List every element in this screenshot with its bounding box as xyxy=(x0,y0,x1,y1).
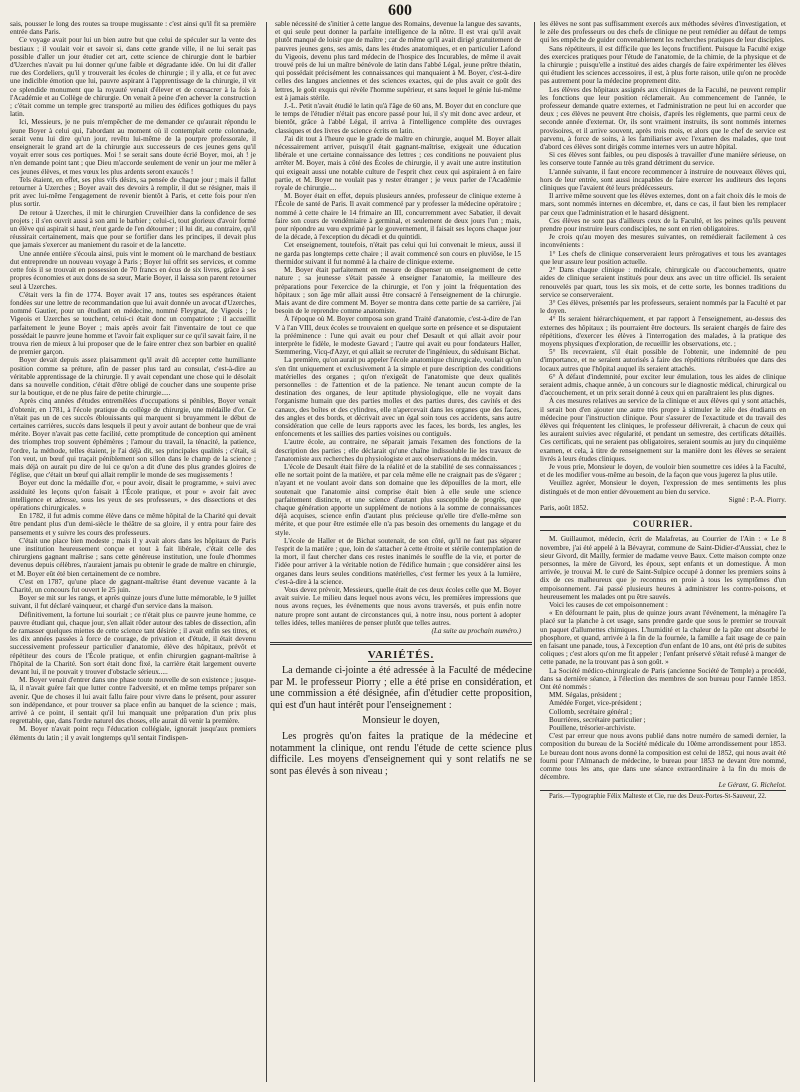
column-rule-right xyxy=(534,22,535,1082)
paragraph: Ce voyage avait pour lui un bien autre but que celui de spéculer sur la vente des bestiaux ; il voulait voir et savoir si, dans cette grande ville, il ne lui serait pas possible d'aller un jour étudier cet art, cette science de chirurgie dont le barbier d'Uzerches n'avait pu lui donner qu'une faible et dégradante idée. On lui dit d'aller rue des Cordeliers, qu'il y trouverait les écoles de chirurgie ; il y alla, et ce fut avec une indicible émotion que lui, pauvre aspirant à l'apprentissage de la chirurgie, il vit ce splendide monument que la royauté venait d'élever et de consacrer à la fois à l'Académie et au Collège de chirurgie. On venait à peine d'en achever la construction ; c'était comme un temple grec transporté au milieu des édifices gothiques du pays latin. xyxy=(10,36,256,119)
list-item: Pouillene, trésorier-archiviste. xyxy=(549,724,636,733)
paragraph: 1° Les chefs de clinique conserveraient leurs prérogatives et tous les avantages que leur assure leur position actuelle. xyxy=(540,249,786,266)
page-number: 600 xyxy=(388,2,412,19)
column-rule-left xyxy=(266,22,267,1082)
paragraph: C'était une place bien modeste ; mais il y avait alors dans les hôpitaux de Paris une institution heureusement conçue et tout à fait libérale, c'était celle des chirurgiens gagnant maîtrise ; sans cette généreuse institution, une foule d'hommes devenus depuis célèbres, n'auraient jamais pu obtenir le grade de maître en chirurgie, et M. Boyer eût été bien certainement de ce nombre. xyxy=(10,536,256,578)
varietes-section xyxy=(270,642,532,1082)
paragraph: Les élèves des hôpitaux assignés aux cliniques de la Faculté, ne peuvent remplir les fonctions que leur position réclamerait. Au commencement de l'année, le professeur demande quatre externes, et l'administration ne peut lui en accorder que deux ; ces élèves ne peuvent être choisis, d'après les règlements, que parmi ceux de seconde année d'externat. Or, ils sont vraiment instruits, ils sont nommés internes provisoires, et il arrive souvent, après trois mois, et alors que le chef de service est parvenu, à force de soins, à les familiariser avec l'examen des malades, que tout d'abord ces élèves sont dirigés comme internes vers un autre hôpital. xyxy=(540,85,786,152)
paragraph: Je crois qu'au moyen des mesures suivantes, on remédierait facilement à ces inconvénients : xyxy=(540,233,786,250)
paragraph: sable nécessité de s'initier à cette langue des Romains, devenue la langue des savants, et qui seule peut donner la parfaite intelligence de la nôtre. Il est vrai qu'il avait plutôt manqué de loisir que de maître ; car de même qu'il avait dirigé gratuitement de pauvres jeunes gens, ses amis, dans les études anatomiques, et en particulier Lafond du Vigeois, devenu plus tard médecin de l'hospice des Incurables, de même il avait trouvé près de lui un maître bénévole de latin dans l'abbé Légal, jeune prêtre théatin, qui possédait précisément les connaissances qui manquaient à M. Boyer, c'est-à-dire celles des langues anciennes et des sciences exactes, qui de plus avait ce goût des lettres, le goût exquis qui révèle l'homme supérieur, et sans lequel le génie lui-même est à jamais stérile. xyxy=(275,20,521,102)
paragraph: 2° Dans chaque clinique : médicale, chirurgicale ou d'accouchements, quatre aides de clinique seraient institués pour deux ans avec un titre officiel. Ils seraient renouvelés par quart, tous les six mois, et de cette sorte, les bonnes traditions du service se conserveraient. xyxy=(540,266,786,299)
salutation: Monsieur le doyen, xyxy=(362,715,440,727)
paragraph: 4° Ils seraient hiérarchiquement, et par rapport à l'enseignement, au-dessus des externes des hôpitaux ; ils pourraient être docteurs. Ils seraient chargés de faire des répétitions, d'exercer les élèves à l'interrogation des malades, à la pratique des moyens physiques d'exploration, de recueillir les observations, etc. ; xyxy=(540,315,786,348)
paragraph: Voici les causes de cet empoisonnement : xyxy=(549,601,668,610)
section-heading xyxy=(270,642,532,661)
paragraph: C'est par erreur que nous avons publié dans notre numéro de samedi dernier, la composition du bureau de la Société médicale du 10ème arrondissement pour 1853. Le bureau dont nous avons donné la composition est celui de 1852, qui nous avait été fourni pour l'Almanach de médecine, le bureau pour 1853 ne devant être nommé, comme tous les ans, que dans une séance extraordinaire à la fin du mois de décembre. xyxy=(540,732,786,782)
paragraph: Une année entière s'écoula ainsi, puis vint le moment où le marchand de bestiaux dut entreprendre un nouveau voyage à Paris ; Boyer lui offrit ses services, et comme cette fois il se trouvait en possession de 70 francs en écus de six livres, grâce à ses propres économies et aux dons de sa sœur, Marie Boyer, il laissa son parent retourner seul à Uzerches. xyxy=(10,249,256,291)
signature: Signé : P.-A. Piorry. xyxy=(728,495,786,504)
varietes-heading: VARIÉTÉS. xyxy=(367,649,435,661)
paragraph: À ces mesures relatives au service de la clinique et aux élèves qui y sont attachés, il serait bon d'en ajouter une autre très propre à stimuler le zèle des étudiants en médecine pour l'instruction clinique. Pour s'assurer de l'exactitude et du travail des élèves qui fréquentent les cliniques, le professeur délivrerait, à chacun de ceux qui les auraient suivies avec régularité, et pendant un semestre, des certificats détaillés. Ces certificats, qui ne seraient pas obligatoires, seraient soumis au jury du cinquième examen, et cela, à titre de renseignement sur la manière dont les élèves se seraient livrés à leurs études cliniques. xyxy=(540,397,786,463)
paragraph: Les progrès qu'on faites la pratique de la médecine et notamment la clinique, ont rendu l'étude de cette science plus difficile. Les moyens d'enseignement qui y sont relatifs ne se sont pas élevés à son niveau ; xyxy=(270,730,532,777)
paragraph: L'école de Haller et de Bichat soutenait, de son côté, qu'il ne faut pas séparer l'esprit de la matière ; que, loin de s'attacher à cette étroite et stérile contemplation de la mort, il faut chercher dans ces restes inanimés le souffle de la vie, et porter de l'idée pour arriver à la véritable notion de l'édifice humain ; que considérer ainsi les organes dans leurs seules conditions matérielles, c'est fermer les yeux à la lumière, c'est-à-dire à la science. xyxy=(275,536,521,586)
date-line: Paris, août 1852. xyxy=(540,503,589,512)
paragraph: Boyer devait depuis assez plaisamment qu'il avait dû accepter cette humiliante position comme sa préture, afin de passer plus tard au consulat, c'est-à-dire au véritable apprentissage de la chirurgie. Il y avait cependant une chose qui le désolait dans sa nouvelle condition, c'était d'être obligé de coucher dans une soupente prise sur la boutique, et de ne plus faire de petite chirurgie..... xyxy=(10,356,256,398)
list-item: MM. Ségalas, président ; xyxy=(549,691,622,700)
paragraph: J'ai dit tout à l'heure que le grade de maître en chirurgie, auquel M. Boyer allait nécessairement arriver, puisqu'il était gagnant-maîtrise, exigeait une éducation libérale et une certaine connaissance des lettres ; ces conditions ne pouvaient plus arrêter M. Boyer, mais à côté des Écoles de chirurgie, il y avait une autre institution qui exigeait aussi une notable culture de l'esprit chez ceux qui aspiraient à en faire partie, et M. Boyer ne voulait pas y rester étranger ; je veux parler de l'Académie royale de chirurgie.... xyxy=(275,134,521,193)
paragraph: C'était vers la fin de 1774. Boyer avait 17 ans, toutes ses espérances étaient fondées sur une lettre de recommandation que lui avait donnée un avocat d'Uzerches, nommé Gautier, pour un étudiant en médecine, nommé Fleygnat, de Vigeois ; le Vigeois et Uzerches se touchent, celui-ci était donc un compatriote ; il accueillit parfaitement le jeune Boyer ; mais après avoir fait l'inventaire de tout ce que possédait le pauvre jeune homme et l'avoir fait expliquer sur ce qu'il savait faire, il ne trouva rien de mieux à lui proposer que de le faire entrer chez son barbier en qualité de premier garçon. xyxy=(10,290,256,357)
paragraph: Je vous prie, Monsieur le doyen, de vouloir bien soumettre ces idées à la Faculté, et de les modifier vous-même au besoin, de la façon que vous jugerez la plus utile. xyxy=(540,462,786,480)
paragraph: J.-L. Petit n'avait étudié le latin qu'à l'âge de 60 ans, M. Boyer dut en conclure que le temps de l'étudier n'était pas encore passé pour lui, il s'y mit donc avec ardeur, et bientôt, grâce à l'abbé Légal, il arriva à l'intelligence complète des ouvrages classiques et des livres de science écrits en latin. xyxy=(275,102,521,135)
list-item: Collomb, secrétaire général ; xyxy=(549,707,633,716)
paragraph: 6° À défaut d'indemnité, pour exciter leur émulation, tous les aides de clinique seraient admis, chaque année, à un concours sur le diagnostic médical, chirurgical ou d'accouchement, et un prix serait donné à ceux qui en paraîtraient les plus dignes. xyxy=(540,372,786,398)
paragraph: L'autre école, au contraire, ne séparait jamais l'examen des fonctions de la description des parties ; elle déclarait qu'une chaîne indissoluble lie les travaux de l'anatomiste aux recherches du physiologiste et aux observations du médecin. xyxy=(275,438,521,463)
paragraph: M. Boyer était en effet, depuis plusieurs années, professeur de clinique externe à l'École de santé de Paris. Il avait commencé par y professer la médecine opératoire ; nommé à cette chaire le 14 frimaire an III, concurremment avec Sabatier, il devait faire son cours de vendémiaire à germinal, et seulement de deux jours l'un ; mais, pour répondre au vœu exprimé par le gouvernement, il faisait ses leçons chaque jour de la décade, à l'exception du décadi et du quintidi. xyxy=(275,192,521,242)
paragraph: Ces élèves ne sont pas d'ailleurs ceux de la Faculté, et les peines qu'ils peuvent prendre pour instruire leurs condisciples, ne sont en rien obligatoires. xyxy=(540,216,786,234)
paragraph: Il arrive même souvent que les élèves externes, dont on a fait choix dès le mois de mars, sont nommés internes en décembre, et, dans ce cas, il faut bien les remplacer par ceux que l'administration et le hasard désignent. xyxy=(540,192,786,217)
paragraph: La première, qu'on aurait pu appeler l'école anatomique chirurgicale, voulait qu'on s'en tînt uniquement et exclusivement à la simple et pure description des conditions matérielles des organes ; qu'on n'exigeât de l'anatomiste que deux qualités personnelles : de l'attention et de la patience. Ne tenant aucun compte de la destination des organes, de leur aptitude physiologique, elle ne voyait dans l'organisme humain que des parties molles et des parties dures, des cavités et des canaux, des boîtes et des cylindres, elle n'apercevait dans les organes que des faces, des angles et des bords, et décrivait avec un égal soin tous ces accidents, sans autre considération que celle de leurs rapports avec les faces, les bords, les angles, les enfoncements et les saillies des parties voisines ou contiguës. xyxy=(275,356,521,439)
article-column-2 xyxy=(275,20,521,638)
paragraph: Si ces élèves sont faibles, ou peu disposés à travailler d'une manière sérieuse, on les conserve toute l'année au très grand détriment du service. xyxy=(540,151,786,168)
paragraph: Sans répétiteurs, il est difficile que les leçons fructifient. Puisque la Faculté exige des exercices pratiques pour l'étude de l'anatomie, de la chimie, de la physique et de la chirurgie ; puisqu'elle a institué des aides chargés de faire expérimenter les élèves qui étudient les sciences accessoires, il est, à plus forte raison, utile qu'on ne procède pas autrement pour la médecine proprement dite. xyxy=(540,44,786,86)
paragraph: L'école de Desault était fière de la réalité et de la stabilité de ses connaissances ; elle ne sortait point de la matière, et par cela même elle ne craignait pas de s'égarer ; n'ayant et ne voulant avoir dans son domaine que les dépouilles de la mort, elle soutenait que l'anatomie ainsi comprise était bien à elle seule une science parfaitement distincte, et une science d'autant plus susceptible de progrès, que chaque génération apporte un supplément de notions à la somme de connaissances déjà acquises, science enfin d'autant plus précieuse qu'elle tire d'elle-même son mérite, et que pour être estimée elle n'a pas besoin des ornements du langage et du style. xyxy=(275,462,521,537)
paragraph: Après cinq années d'études entremêlées d'occupations si pénibles, Boyer venait d'obtenir, en 1781, à l'école pratique du collège de chirurgie, une médaille d'or. Ce n'était pas un de ces succès éblouissants qui marquent si bruyamment le début de certaines carrières, succès dans lesquels il peut y avoir autant de bonheur que de vrai mérite. Boyer n'avait pas cette facilité, cette promptitude de conception qui amènent des triomphes trop souvent éphémères ; l'amour du travail, la ténacité, la patience, l'ordre, la méthode, telles étaient, je l'ai déjà dit, ses principales qualités ; c'était, si l'on veut, un bœuf qui traçait péniblement son sillon dans le champ de la science ; mais déjà on aurait pu dire de lui ce qu'on a dit d'une des plus grandes gloires de l'église, que c'était un bœuf qui allait remplir le monde de ses mugissements ! xyxy=(10,397,256,480)
imprint-line: Paris.—Typographie Félix Malteste et Cie, rue des Deux-Portes-St-Sauveur, 22. xyxy=(540,790,786,801)
paragraph: sais, pousser le long des routes sa troupe mugissante : c'est ainsi qu'il fit sa première entrée dans Paris. xyxy=(10,20,256,37)
paragraph: Définitivement, la fortune lui souriait ; ce n'était plus ce pauvre jeune homme, ce pauvre étudiant qui, chaque jour, s'en allait rôder autour des tables de dissection, afin de ramasser quelques miettes de cette science tant désirée ; il avait enfin ses titres, et les dix années passées à force de courage, de privation et d'étude, il était devenu successivement professeur particulier d'anatomie, élève des hôpitaux, prévôt et répétiteur des cours de l'École pratique, et enfin chirurgien gagnant-maîtrise à l'hôpital de la Charité. Son sort était donc fixé, la carrière était largement ouverte devant lui, il ne pouvait y trouver d'obstacle sérieux..... xyxy=(10,610,256,677)
paragraph: Vous devez prévoir, Messieurs, quelle était de ces deux écoles celle que M. Boyer avait suivie. Le milieu dans lequel nous avons vécu, les premières impressions que nous avons reçues, les événements que nous avons traversés, et puis enfin notre nature propre sont autant de circonstances qui, à notre insu, nous portent à adopter telles idées, telles manières de penser plutôt que telles autres. xyxy=(275,586,521,627)
continued-note: (La suite au prochain numéro.) xyxy=(431,627,521,636)
paragraph: En 1782, il fut admis comme élève dans ce même hôpital de la Charité qui devait être pendant plus d'un demi-siècle le théâtre de sa gloire, il y entra pour faire des pansements et y suivre les cours des professeurs. xyxy=(10,512,256,537)
paragraph: 5° Ils recevraient, s'il était possible de l'obtenir, une indemnité de peu d'importance, et ne seraient autorisés à faire des répétitions rétribuées que dans des locaux autres que l'hôpital auquel ils seraient attachés. xyxy=(540,348,786,373)
paragraph: M. Boyer n'avait point reçu l'éducation collégiale, ignorait jusqu'aux premiers éléments du latin ; il y avait longtemps qu'il sentait l'indispen- xyxy=(10,725,256,742)
gerant-line: Le Gérant, G. Richelot. xyxy=(718,781,786,790)
paragraph: De retour à Uzerches, il mit le chirurgien Cruveilhier dans la confidence de ses projets ; il s'en ouvrit aussi à son ami le barbier ; celui-ci, tout glorieux d'avoir formé un élève qui aspirait si haut, n'eut garde de l'en détourner ; il lui dit, au contraire, qu'il réussirait certainement, mais que pour se fortifier dans les principes, il devait plus que jamais s'exercer au maniement du rasoir et de la lancette. xyxy=(10,208,256,250)
paragraph: « En défournant le pain, plus de quinze jours avant l'événement, la ménagère l'a placé sur la planche à cet usage, sans prendre garde que sous le premier se trouvait un paquet d'allumettes chimiques. L'humidité et la chaleur de la pâte ont absorbé le phosphore, et quand, arrivée à la fin de la fournée, la famille a fait usage de ce pain en faisant une panade, tous, à l'exception d'un enfant de 10 ans, ont été pris de subites coliques ; c'est alors qu'on me fit appeler ; l'enfant préservé s'était refusé à manger de cette panade, ne la trouvant pas à son goût. » xyxy=(540,609,786,667)
paragraph: Veuillez agréer, Monsieur le doyen, l'expression de mes sentiments les plus distingués et de mon entier dévouement au bien du service. xyxy=(540,479,786,496)
paragraph: Tels étaient, en effet, ses plus vifs désirs, sa pensée de chaque jour ; mais il fallut retourner à Uzerches ; Boyer avait des devoirs à remplir, il dut se résigner, mais il prit avec lui-même l'engagement de revenir bientôt à Paris, et cette fois pour n'en plus sortir. xyxy=(10,175,256,209)
paragraph: les élèves ne sont pas suffisamment exercés aux méthodes sévères d'investigation, et le zèle des professeurs ou des chefs de clinique ne peut remédier au défaut de temps qui les empêche de guider convenablement les recherches pratiques de leur disciples. xyxy=(540,20,786,45)
paragraph: Boyer eut donc la médaille d'or, « pour avoir, disait le programme, » suivi avec assiduité les leçons qu'on faisait à l'École pratique, et pour » avoir fait avec intelligence et adresse, sous les yeux de ses professeurs, » des dissections et des opérations chirurgicales. » xyxy=(10,479,256,512)
paragraph: 3° Ces élèves, présentés par les professeurs, seraient nommés par la Faculté et par le doyen. xyxy=(540,298,786,316)
courrier-heading: COURRIER. xyxy=(540,516,786,531)
list-item: Bourrières, secrétaire particulier ; xyxy=(549,715,646,724)
article-column-3 xyxy=(540,20,786,1082)
paragraph: M. Boyer était parfaitement en mesure de dispenser un enseignement de cette nature ; sa jeunesse s'était passée à enseigner l'anatomie, la meilleure des préparations pour l'exercice de la chirurgie, et l'on y joint la fréquentation des hôpitaux ; son âge mûr allait aussi être consacré à l'enseignement de la chirurgie. Mais avant de dire comment M. Boyer se montra dans cette partie de sa carrière, j'ai besoin de le reprendre comme anatomiste. xyxy=(275,266,521,316)
paragraph: La demande ci-jointe a été adressée à la Faculté de médecine par M. le professeur Piorry ; elle a été prise en considération, et une commission a été désignée, afin d'étudier cette proposition, qui est d'un haut intérêt pour l'enseignement : xyxy=(270,665,532,711)
paragraph: Ici, Messieurs, je ne puis m'empêcher de me demander ce qu'aurait répondu le jeune Boyer à celui qui, l'abordant au moment où il contemplait cette colonnade, serait venu lui dire qu'un jour, revêtu lui-même de la pourpre professorale, il enseignerait le grand art de la chirurgie aux successeurs de ces jeunes gens qu'il voyait errer sous ces portiques. Moi ! se serait sans doute écrié Boyer, moi, ah ! je n'en demande point tant ; que Dieu m'accorde seulement de venir un jour me mêler à ces jeunes élèves, et mes vœux les plus ardents seront exaucés ! xyxy=(10,118,256,176)
paragraph: L'année suivante, il faut encore recommencer à instruire de nouveaux élèves qui, hors de leur entrée, sont aussi incapables de faire exercer les auditeurs des leçons cliniques que l'avaient été leurs prédécesseurs. xyxy=(540,167,786,193)
list-item: Amédée Forget, vice-président ; xyxy=(549,699,642,708)
paragraph: M. Boyer venait d'entrer dans une phase toute nouvelle de son existence ; jusque-là, il n'avait guère fait que lutter contre l'adversité, et en même temps préparer son avenir. Que de choses il lui avait fallu faire pour vivre dans le présent, pour assurer son indépendance, et pour trouver sa place enfin au banquet de la science ; mais, arrivé à ce point, il sentait qu'il lui manquait une préparation d'un prix plus regrettable, que, dans l'ordre naturel des choses, elle aurait dû venir la première. xyxy=(10,676,256,726)
paragraph: La Société médico-chirurgicale de Paris (ancienne Société de Temple) a procédé, dans sa dernière séance, à l'élection des membres de son bureau pour l'année 1853. Ont été nommés : xyxy=(540,666,786,692)
paragraph: Cet enseignement, toutefois, n'était pas celui qui lui convenait le mieux, aussi il ne garda pas longtemps cette chaire ; il avait commencé son cours en pluviôse, le 15 thermidor suivant il fut nommé à la chaire de clinique externe. xyxy=(275,241,521,266)
paragraph: Boyer se mit sur les rangs, et après quinze jours d'une lutte mémorable, le 9 juillet suivant, il fut déclaré vainqueur, et chargé d'un service dans la maison. xyxy=(10,594,256,611)
paragraph: C'est en 1787, qu'une place de gagnant-maîtrise étant devenue vacante à la Charité, un concours fut ouvert le 25 juin. xyxy=(10,577,256,595)
paragraph: À l'époque où M. Boyer composa son grand Traité d'anatomie, c'est-à-dire de l'an V à l'an VIII, deux écoles se trouvaient en quelque sorte en présence et se disputaient la prééminence : l'une qui avait eu pour chef Desault et qui allait avoir pour interprète le fidèle, le modeste Gavard ; l'autre qui avait eu pour fondateurs Haller, Sœmmering, Vicq-d'Azyr, et qui allait se recruter de l'ingénieux, du séduisant Bichat. xyxy=(275,315,521,357)
paragraph: M. Guillaumot, médecin, écrit de Malafretas, au Courrier de l'Ain : « Le 8 novembre, j'ai été appelé à la Bévayrat, commune de Saint-Didier-d'Aussiat, chez le sieur Givord, dit Mailly, fermier de madame veuve Baux. Cette maison compte onze personnes, la mère de Givord, les époux, sept enfants et un domestique. À mon arrivée, je trouvai M. le curé de Saint-Sulpice occupé à donner les premiers soins à dix de ces malheureux que je reconnus en proie à tous les symptômes d'un empoisonnement. J'ai passé plusieurs heures à administrer les contre-poisons, et heureusement les malades ont pu être sauvés. xyxy=(540,535,786,601)
article-column-1 xyxy=(10,20,256,1082)
